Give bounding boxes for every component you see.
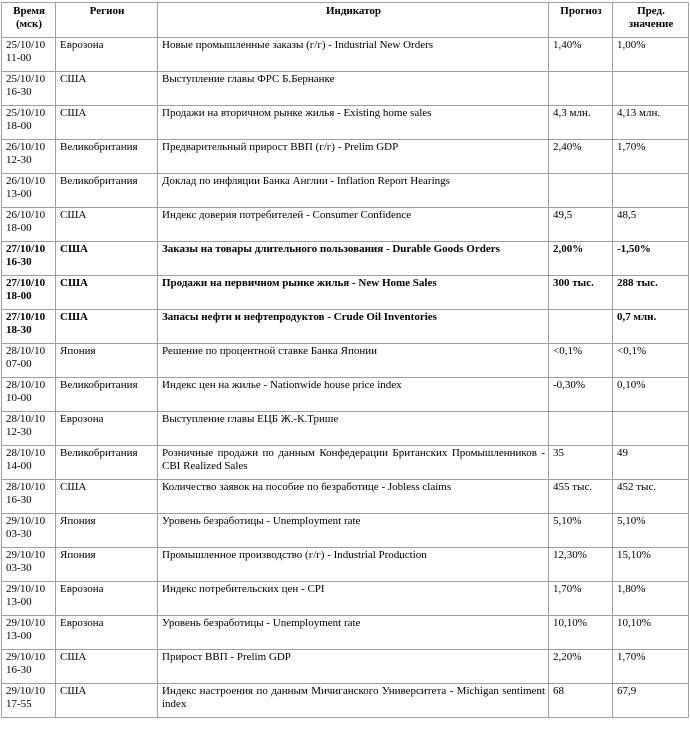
cell-indicator: Выступление главы ФРС Б.Бернанке [158,72,549,106]
cell-time [2,174,56,208]
table-row [2,276,689,310]
cell-time [2,412,56,446]
cell-previous: 4,13 млн. [613,106,689,140]
cell-forecast: <0,1% [549,344,613,378]
table-row [2,548,689,582]
cell-time [2,514,56,548]
row-date: 25/10/10 [6,73,46,85]
table-row [2,582,689,616]
cell-forecast: 1,70% [549,582,613,616]
cell-region: США [56,72,158,106]
cell-time [2,378,56,412]
cell-forecast: 10,10% [549,616,613,650]
row-time: 17-55 [6,698,32,710]
cell-time [2,38,56,72]
cell-previous: 15,10% [613,548,689,582]
cell-time [2,616,56,650]
cell-region: США [56,208,158,242]
cell-region: США [56,480,158,514]
cell-region: США [56,106,158,140]
economic-calendar-table [1,2,689,718]
cell-region: Япония [56,514,158,548]
row-date: 27/10/10 [6,243,46,255]
cell-forecast: 300 тыс. [549,276,613,310]
cell-previous: 0,10% [613,378,689,412]
cell-forecast [549,412,613,446]
cell-previous: 0,7 млн. [613,310,689,344]
row-date: 27/10/10 [6,277,46,289]
cell-time [2,276,56,310]
row-time: 07-00 [6,358,32,370]
cell-region: Великобритания [56,446,158,480]
cell-previous: 48,5 [613,208,689,242]
cell-indicator: Продажи на вторичном рынке жилья - Existing home sales [158,106,549,140]
cell-indicator: Уровень безработицы - Unemployment rate [158,616,549,650]
cell-indicator: Решение по процентной ставке Банка Японии [158,344,549,378]
table-row [2,412,689,446]
cell-previous: <0,1% [613,344,689,378]
cell-time [2,208,56,242]
row-date: 29/10/10 [6,515,46,527]
cell-time [2,684,56,718]
cell-previous: 10,10% [613,616,689,650]
row-time: 16-30 [6,256,32,268]
row-time: 13-00 [6,630,32,642]
cell-previous: 67,9 [613,684,689,718]
row-date: 28/10/10 [6,379,46,391]
cell-indicator: Индекс потребительских цен - CPI [158,582,549,616]
cell-previous [613,412,689,446]
cell-forecast: 49,5 [549,208,613,242]
cell-region: США [56,242,158,276]
row-time: 12-30 [6,426,32,438]
row-time: 13-00 [6,596,32,608]
cell-indicator: Индекс доверия потребителей - Consumer Confidence [158,208,549,242]
row-date: 26/10/10 [6,175,46,187]
row-time: 03-30 [6,528,32,540]
cell-indicator: Прирост ВВП - Prelim GDP [158,650,549,684]
cell-region: Япония [56,344,158,378]
cell-previous: 288 тыс. [613,276,689,310]
cell-region: США [56,684,158,718]
cell-previous: 1,00% [613,38,689,72]
row-date: 25/10/10 [6,39,46,51]
cell-previous [613,174,689,208]
row-date: 29/10/10 [6,583,46,595]
cell-region: США [56,276,158,310]
cell-indicator: Промышленное производство (г/г) - Industrial Production [158,548,549,582]
cell-time [2,582,56,616]
cell-time [2,480,56,514]
cell-indicator: Количество заявок на пособие по безработице - Jobless claims [158,480,549,514]
row-date: 28/10/10 [6,481,46,493]
cell-indicator: Запасы нефти и нефтепродуктов - Crude Oil Inventories [158,310,549,344]
cell-forecast: 2,00% [549,242,613,276]
cell-forecast: 2,20% [549,650,613,684]
cell-region: Еврозона [56,616,158,650]
cell-indicator: Розничные продажи по данным Конфедерации Британских Промышленников - CBI Realized Sales [158,446,549,480]
cell-previous: 1,80% [613,582,689,616]
cell-region: Великобритания [56,140,158,174]
cell-indicator: Заказы на товары длительного пользования - Durable Goods Orders [158,242,549,276]
row-date: 29/10/10 [6,549,46,561]
row-date: 29/10/10 [6,685,46,697]
row-time: 11-00 [6,52,32,64]
cell-previous: 49 [613,446,689,480]
cell-region: Япония [56,548,158,582]
table-row [2,174,689,208]
table-row [2,650,689,684]
row-date: 29/10/10 [6,651,46,663]
cell-region: США [56,310,158,344]
row-time: 16-30 [6,664,32,676]
row-time: 14-00 [6,460,32,472]
table-row [2,242,689,276]
row-time: 03-30 [6,562,32,574]
cell-time [2,446,56,480]
table-row [2,378,689,412]
cell-previous [613,72,689,106]
cell-region: Еврозона [56,582,158,616]
table-row [2,684,689,718]
cell-time [2,72,56,106]
table-row [2,480,689,514]
row-date: 27/10/10 [6,311,46,323]
cell-previous: -1,50% [613,242,689,276]
cell-forecast [549,72,613,106]
header-forecast: Прогноз [549,3,613,38]
row-time: 16-30 [6,494,32,506]
header-indicator: Индикатор [158,3,549,38]
cell-indicator: Уровень безработицы - Unemployment rate [158,514,549,548]
cell-time [2,140,56,174]
header-time: Время (мск) [2,3,56,38]
row-time: 18-00 [6,290,32,302]
cell-time [2,242,56,276]
cell-indicator: Новые промышленные заказы (г/г) - Industrial New Orders [158,38,549,72]
cell-forecast: 2,40% [549,140,613,174]
cell-forecast [549,174,613,208]
cell-forecast: -0,30% [549,378,613,412]
row-time: 18-00 [6,120,32,132]
cell-previous: 452 тыс. [613,480,689,514]
cell-indicator: Продажи на первичном рынке жилья - New Home Sales [158,276,549,310]
table-row [2,616,689,650]
table-row [2,106,689,140]
table-body [2,38,689,718]
row-date: 25/10/10 [6,107,46,119]
cell-indicator: Доклад по инфляции Банка Англии - Inflation Report Hearings [158,174,549,208]
row-time: 18-30 [6,324,32,336]
table-header-row [2,3,689,38]
row-date: 28/10/10 [6,345,46,357]
cell-time [2,650,56,684]
cell-region: Еврозона [56,412,158,446]
cell-forecast [549,310,613,344]
row-time: 10-00 [6,392,32,404]
table-row [2,514,689,548]
cell-region: Еврозона [56,38,158,72]
header-previous: Пред. значение [613,3,689,38]
cell-time [2,106,56,140]
cell-previous: 5,10% [613,514,689,548]
cell-forecast: 4,3 млн. [549,106,613,140]
table-row [2,140,689,174]
cell-indicator: Выступление главы ЕЦБ Ж.-К.Трише [158,412,549,446]
cell-previous: 1,70% [613,140,689,174]
cell-previous: 1,70% [613,650,689,684]
header-region: Регион [56,3,158,38]
cell-forecast: 455 тыс. [549,480,613,514]
row-date: 28/10/10 [6,447,46,459]
cell-indicator: Предварительный прирост ВВП (г/г) - Prelim GDP [158,140,549,174]
cell-forecast: 12,30% [549,548,613,582]
cell-forecast: 35 [549,446,613,480]
cell-time [2,344,56,378]
table-row [2,208,689,242]
cell-indicator: Индекс настроения по данным Мичиганского Университета - Michigan sentiment index [158,684,549,718]
row-time: 16-30 [6,86,32,98]
cell-time [2,548,56,582]
cell-indicator: Индекс цен на жилье - Nationwide house price index [158,378,549,412]
table-row [2,38,689,72]
row-time: 12-30 [6,154,32,166]
cell-region: США [56,650,158,684]
row-time: 18-00 [6,222,32,234]
cell-forecast: 5,10% [549,514,613,548]
row-date: 26/10/10 [6,141,46,153]
row-date: 28/10/10 [6,413,46,425]
table-row [2,446,689,480]
table-row [2,72,689,106]
row-time: 13-00 [6,188,32,200]
row-date: 26/10/10 [6,209,46,221]
cell-region: Великобритания [56,378,158,412]
table-row [2,310,689,344]
cell-time [2,310,56,344]
cell-region: Великобритания [56,174,158,208]
row-date: 29/10/10 [6,617,46,629]
table-row [2,344,689,378]
cell-forecast: 1,40% [549,38,613,72]
cell-forecast: 68 [549,684,613,718]
